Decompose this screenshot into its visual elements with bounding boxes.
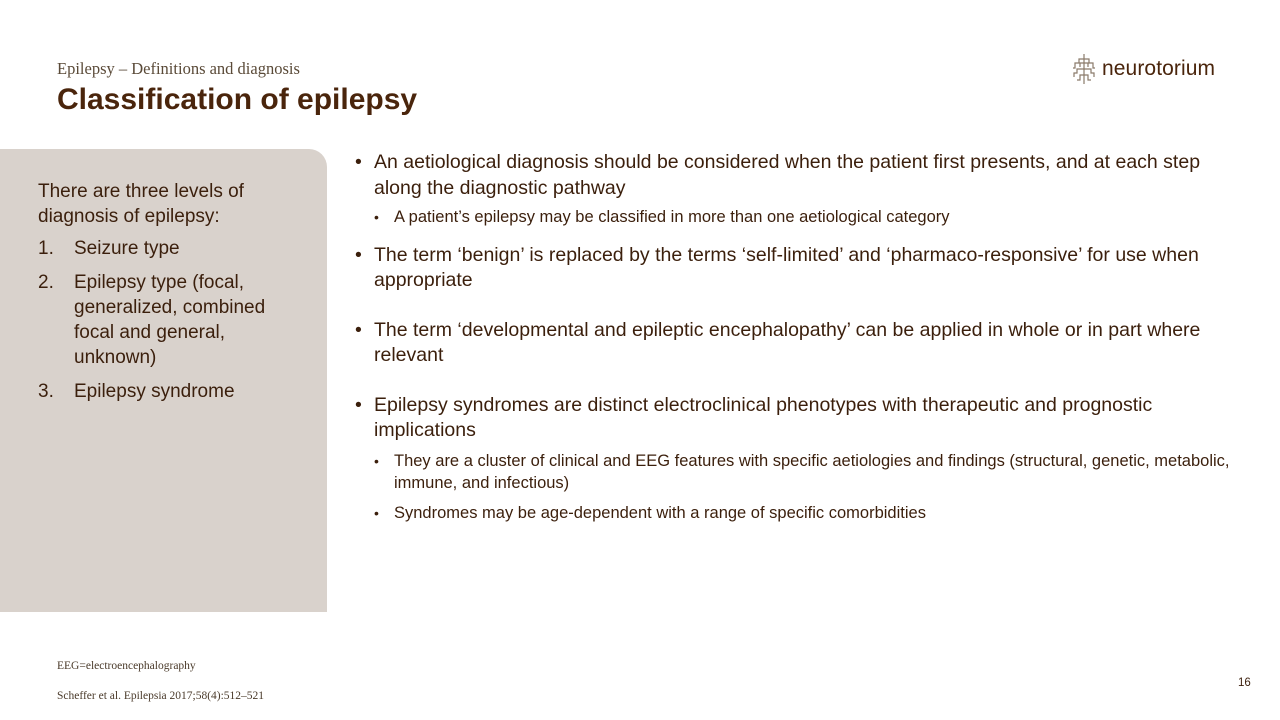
bullet-icon: • <box>374 452 379 469</box>
levels-list-item <box>38 270 308 370</box>
page-number: 16 <box>1238 677 1251 689</box>
sub-bullet-item <box>374 206 1235 229</box>
bullet-item <box>355 393 1235 444</box>
bullet-group <box>355 243 1235 294</box>
bullet-icon: • <box>355 151 362 173</box>
bullet-group <box>355 150 1235 229</box>
bullet-text: An aetiological diagnosis should be considered when the patient first presents, and at each step along the diagnostic pathway <box>374 151 1201 199</box>
bullet-icon: • <box>355 243 362 266</box>
bullet-item <box>355 150 1235 201</box>
levels-list-item <box>38 379 308 404</box>
bullet-icon: • <box>355 393 362 416</box>
bullet-text: Epilepsy syndromes are distinct electroclinical phenotypes with therapeutic and prognostic implications <box>374 393 1153 441</box>
sub-bullet-text: Syndromes may be age-dependent with a range of specific comorbidities <box>394 503 926 522</box>
bullet-group <box>355 393 1235 525</box>
bullet-text: The term ‘benign’ is replaced by the terms ‘self-limited’ and ‘pharmaco-responsive’ for use when appropriate <box>374 243 1199 291</box>
page-title: Classification of epilepsy <box>57 83 418 116</box>
bullet-icon: • <box>355 318 362 341</box>
list-number: 3. <box>38 381 54 402</box>
section-subtitle: Epilepsy – Definitions and diagnosis <box>57 59 300 78</box>
levels-list <box>38 236 308 413</box>
list-number: 1. <box>38 238 54 259</box>
list-item-text: Seizure type <box>74 238 180 259</box>
abbreviation-footnote: EEG=electroencephalography <box>57 660 196 672</box>
list-number: 2. <box>38 272 54 293</box>
bullet-icon: • <box>374 209 379 225</box>
levels-panel <box>0 149 327 612</box>
bullet-group <box>355 318 1235 369</box>
brain-logo-icon <box>1071 53 1097 85</box>
reference-footnote: Scheffer et al. Epilepsia 2017;58(4):512–521 <box>57 690 265 702</box>
bullet-item <box>355 318 1235 369</box>
bullet-text: The term ‘developmental and epileptic encephalopathy’ can be applied in whole or in part where relevant <box>374 318 1201 366</box>
logo-text: neurotorium <box>1102 57 1216 80</box>
sub-bullet-item <box>374 450 1235 495</box>
list-item-text: Epilepsy type (focal, generalized, combined focal and general, unknown) <box>74 272 266 368</box>
main-content <box>355 150 1235 524</box>
bullet-icon: • <box>374 504 379 521</box>
sub-bullet-text: They are a cluster of clinical and EEG features with specific aetiologies and findings (structural, genetic, metabolic, immune, and infectious) <box>394 451 1230 492</box>
sub-bullet-item <box>374 502 1235 525</box>
levels-intro: There are three levels of diagnosis of epilepsy: <box>38 181 244 227</box>
levels-list-item <box>38 236 308 261</box>
neurotorium-logo <box>1071 53 1215 85</box>
sub-bullet-text: A patient’s epilepsy may be classified in more than one aetiological category <box>394 208 950 226</box>
list-item-text: Epilepsy syndrome <box>74 381 235 402</box>
bullet-item <box>355 243 1235 294</box>
